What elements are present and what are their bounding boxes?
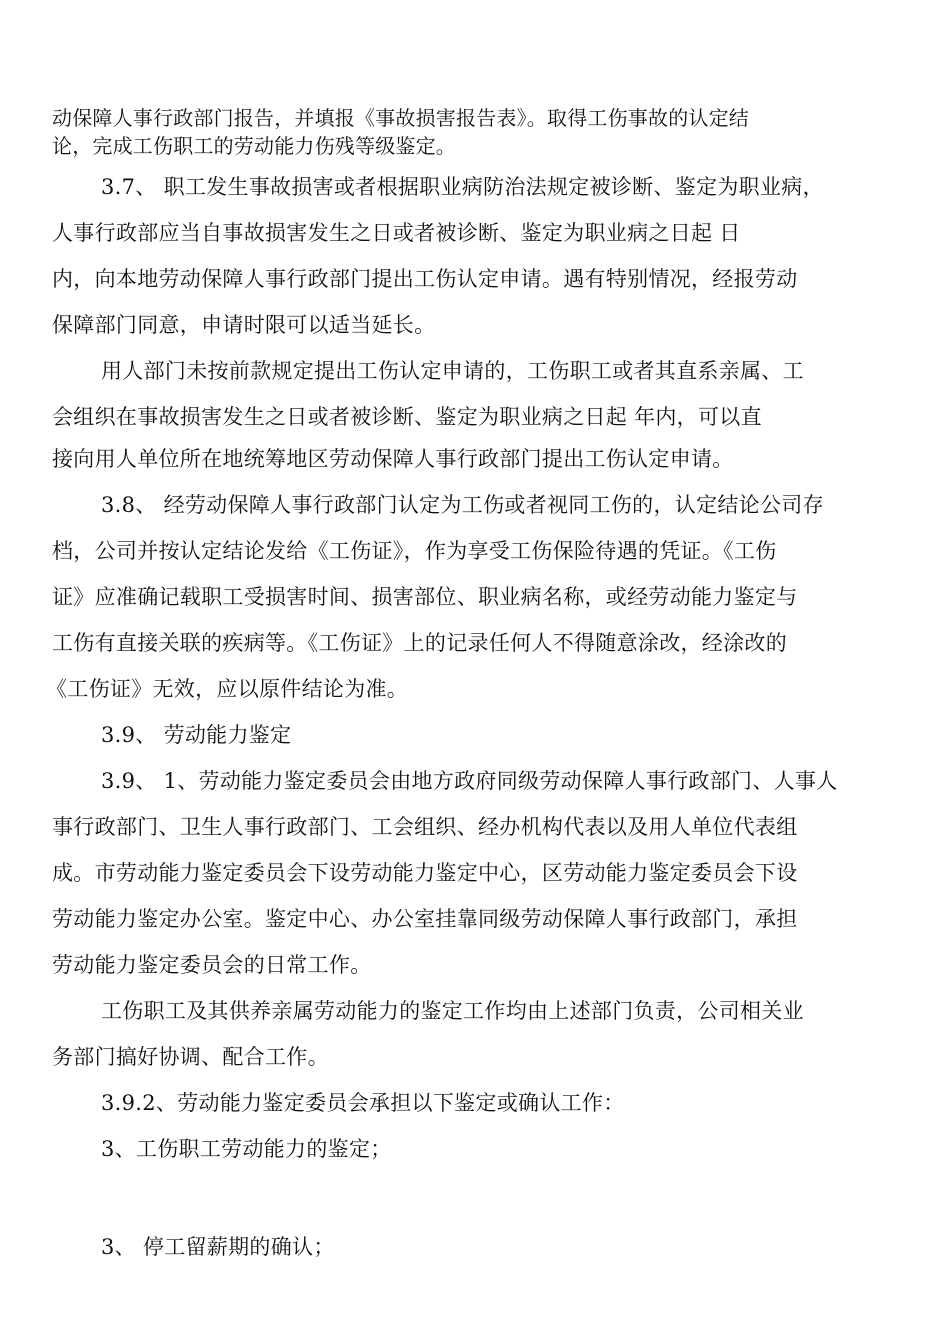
section-heading: 3.9、 劳动能力鉴定	[101, 723, 292, 747]
paragraph-line: 动保障人事行政部门报告，并填报《事故损害报告表》。取得工伤事故的认定结	[52, 106, 749, 130]
paragraph-line: 事行政部门、卫生人事行政部门、工会组织、经办机构代表以及用人单位代表组	[52, 815, 798, 839]
paragraph-line: 证》应准确记载职工受损害时间、损害部位、职业病名称，或经劳动能力鉴定与	[52, 585, 798, 609]
paragraph-line: 3.9、 1、劳动能力鉴定委员会由地方政府同级劳动保障人事行政部门、人事人	[101, 769, 838, 793]
paragraph-line: 劳动能力鉴定办公室。鉴定中心、办公室挂靠同级劳动保障人事行政部门，承担	[52, 907, 798, 931]
paragraph-line: 接向用人单位所在地统筹地区劳动保障人事行政部门提出工伤认定申请。	[52, 447, 734, 471]
paragraph-line: 劳动能力鉴定委员会的日常工作。	[52, 953, 372, 977]
paragraph-line: 成。市劳动能力鉴定委员会下设劳动能力鉴定中心，区劳动能力鉴定委员会下设	[52, 861, 798, 885]
paragraph-line: 用人部门未按前款规定提出工伤认定申请的，工伤职工或者其直系亲属、工	[101, 359, 804, 383]
paragraph-line: 人事行政部应当自事故损害发生之日或者被诊断、鉴定为职业病之日起 日	[52, 221, 741, 245]
paragraph-line: 务部门搞好协调、配合工作。	[52, 1045, 329, 1069]
list-item: 3、 停工留薪期的确认；	[101, 1235, 335, 1259]
paragraph-line: 论，完成工伤职工的劳动能力伤残等级鉴定。	[52, 134, 456, 158]
paragraph-line: 3.8、 经劳动保障人事行政部门认定为工伤或者视同工伤的，认定结论公司存	[101, 493, 824, 517]
paragraph-line: 3.7、 职工发生事故损害或者根据职业病防治法规定被诊断、鉴定为职业病，	[101, 175, 824, 199]
paragraph-line: 工伤职工及其供养亲属劳动能力的鉴定工作均由上述部门负责，公司相关业	[101, 999, 804, 1023]
paragraph-line: 工伤有直接关联的疾病等。《工伤证》上的记录任何人不得随意涂改，经涂改的	[52, 631, 787, 655]
paragraph-line: 3.9.2、劳动能力鉴定委员会承担以下鉴定或确认工作：	[101, 1091, 625, 1115]
paragraph-line: 内，向本地劳动保障人事行政部门提出工伤认定申请。遇有特别情况，经报劳动	[52, 267, 798, 291]
paragraph-line: 档，公司并按认定结论发给《工伤证》，作为享受工伤保险待遇的凭证。《工伤	[52, 539, 777, 563]
list-item: 3、工伤职工劳动能力的鉴定；	[101, 1137, 392, 1161]
paragraph-line: 会组织在事故损害发生之日或者被诊断、鉴定为职业病之日起 年内，可以直	[52, 405, 762, 429]
paragraph-line: 保障部门同意，申请时限可以适当延长。	[52, 313, 436, 337]
paragraph-line: 《工伤证》无效，应以原件结论为准。	[46, 677, 409, 701]
